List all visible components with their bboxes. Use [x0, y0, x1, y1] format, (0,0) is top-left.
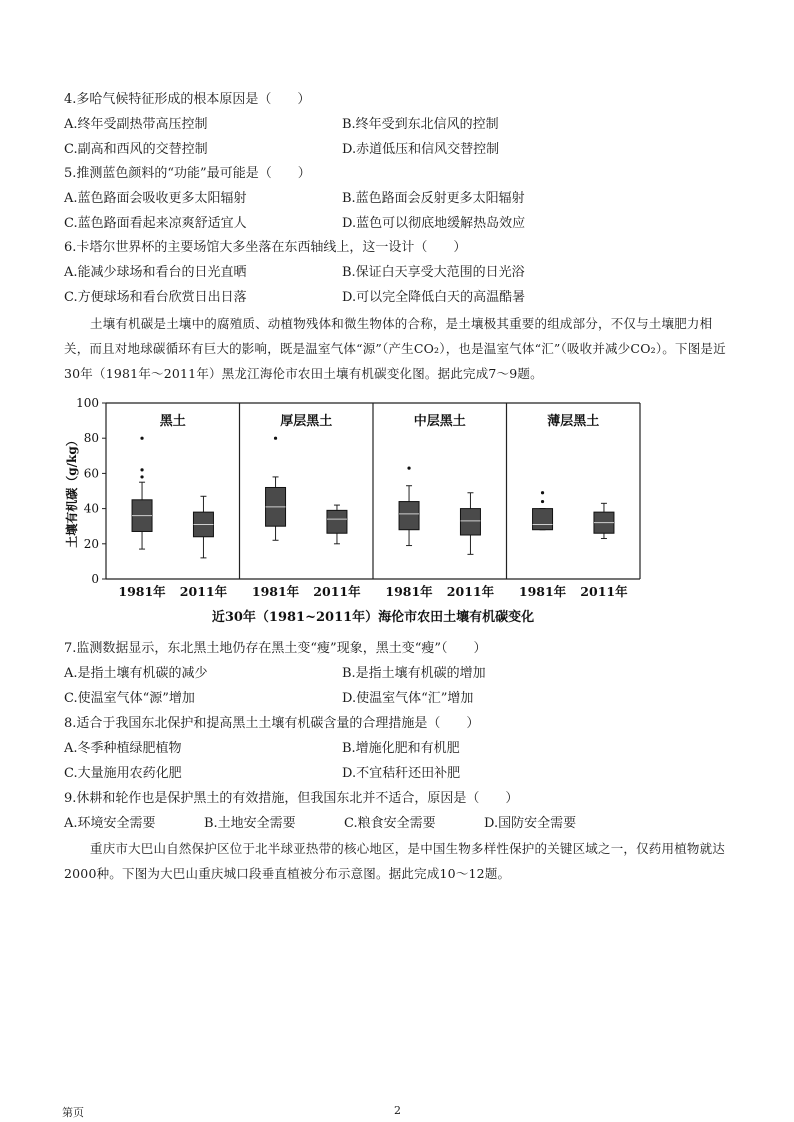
x-tick-label: 2011年 — [179, 584, 228, 599]
box-iqr — [327, 510, 347, 533]
question-5-option-c: C.蓝色路面看起来凉爽舒适宜人 — [64, 216, 247, 231]
passage-soil-carbon — [64, 311, 734, 386]
question-6-option-b: B.保证白天享受大范围的日光浴 — [342, 265, 525, 280]
box-iqr — [399, 502, 419, 530]
outlier-point — [407, 467, 410, 470]
question-5-option-b: B.蓝色路面会反射更多太阳辐射 — [342, 191, 525, 206]
x-tick-label: 2011年 — [580, 584, 628, 599]
question-5-stem: 5.推测蓝色颜料的“功能”最可能是（ ） — [64, 166, 311, 181]
outlier-point — [140, 475, 143, 478]
question-4-option-a: A.终年受副热带高压控制 — [64, 117, 208, 132]
question-9-stem: 9.休耕和轮作也是保护黑土的有效措施，但我国东北并不适合，原因是（ ） — [64, 791, 519, 806]
x-tick-label: 2011年 — [446, 584, 495, 599]
y-tick-label: 80 — [83, 431, 99, 446]
question-9-option-c: C.粮食安全需要 — [344, 816, 436, 831]
soil-carbon-boxplot-chart — [60, 393, 660, 633]
outlier-point — [541, 491, 544, 494]
question-7-stem: 7.监测数据显示，东北黑土地仍存在黑土变“瘦”现象，黑土变“瘦”（ ） — [64, 641, 487, 656]
outlier-point — [274, 437, 277, 440]
question-7-option-b: B.是指土壤有机碳的增加 — [342, 666, 486, 681]
outlier-point — [541, 500, 544, 503]
panel-title: 厚层黑土 — [280, 414, 333, 429]
outlier-point — [140, 437, 143, 440]
footer-page-label: 第页 — [62, 1106, 84, 1119]
footer-page-number: 2 — [394, 1104, 401, 1117]
x-tick-label: 1981年 — [118, 584, 166, 599]
y-axis-title: 土壤有机碳（g/kg） — [65, 434, 79, 548]
y-tick-label: 20 — [83, 536, 99, 551]
x-tick-label: 1981年 — [385, 584, 433, 599]
question-5-option-d: D.蓝色可以彻底地缓解热岛效应 — [342, 216, 526, 231]
outlier-point — [140, 468, 143, 471]
question-8-option-d: D.不宜秸秆还田补肥 — [342, 766, 461, 781]
panel-title: 黑土 — [159, 414, 186, 429]
y-tick-label: 60 — [83, 466, 99, 481]
question-4-option-d: D.赤道低压和信风交替控制 — [342, 142, 500, 157]
box-iqr — [460, 509, 480, 535]
passage-dabashan-text: 重庆市大巴山自然保护区位于北半球亚热带的核心地区，是中国生物多样性保护的关键区域之一，仅药用植物就达2000种。下图为大巴山重庆城口段垂直植被分布示意图。据此完成10～12题。 — [64, 841, 726, 881]
question-8-stem: 8.适合于我国东北保护和提高黑土土壤有机碳含量的合理措施是（ ） — [64, 716, 480, 731]
question-5-option-a: A.蓝色路面会吸收更多太阳辐射 — [64, 191, 247, 206]
question-9-option-b: B.土地安全需要 — [204, 816, 296, 831]
y-tick-label: 100 — [76, 396, 99, 410]
x-tick-label: 1981年 — [251, 584, 300, 599]
question-4-stem: 4.多哈气候特征形成的根本原因是（ ） — [64, 92, 311, 107]
question-7-option-d: D.使温室气体“汇”增加 — [342, 691, 474, 706]
question-8-option-b: B.增施化肥和有机肥 — [342, 741, 460, 756]
question-6-option-d: D.可以完全降低白天的高温酷暑 — [342, 290, 526, 305]
question-6-option-c: C.方便球场和看台欣赏日出日落 — [64, 290, 247, 305]
panel-title: 薄层黑土 — [547, 414, 600, 429]
x-tick-label: 1981年 — [518, 584, 567, 599]
chart-title: 近30年（1981~2011年）海伦市农田土壤有机碳变化 — [211, 610, 535, 625]
question-7-option-c: C.使温室气体“源”增加 — [64, 691, 195, 706]
passage-dabashan — [64, 836, 734, 886]
y-tick-label: 0 — [91, 572, 99, 586]
question-9-option-d: D.国防安全需要 — [484, 816, 577, 831]
panel-title: 中层黑土 — [413, 414, 466, 429]
question-4-option-c: C.副高和西风的交替控制 — [64, 142, 208, 157]
box-iqr — [533, 509, 553, 530]
question-8-option-a: A.冬季种植绿肥植物 — [64, 741, 182, 756]
question-8-option-c: C.大量施用农药化肥 — [64, 766, 182, 781]
question-6-option-a: A.能减少球场和看台的日光直晒 — [64, 265, 247, 280]
x-tick-label: 2011年 — [313, 584, 361, 599]
question-9-option-a: A.环境安全需要 — [64, 816, 156, 831]
question-6-stem: 6.卡塔尔世界杯的主要场馆大多坐落在东西轴线上，这一设计（ ） — [64, 240, 467, 255]
y-tick-label: 40 — [83, 501, 99, 516]
question-4-option-b: B.终年受到东北信风的控制 — [342, 117, 499, 132]
passage-soil-carbon-text: 土壤有机碳是土壤中的腐殖质、动植物残体和微生物体的合称，是土壤极其重要的组成部分，不仅与土壤肥力相关，而且对地球碳循环有巨大的影响，既是温室气体“源”（产生CO₂），也是温室气体“汇”（吸收并减少CO₂）。下图是近30年（1981年～2011年）黑龙江海伦市农田土壤有机碳变化图。据此完成7～9题。 — [64, 316, 726, 381]
question-7-option-a: A.是指土壤有机碳的减少 — [64, 666, 208, 681]
